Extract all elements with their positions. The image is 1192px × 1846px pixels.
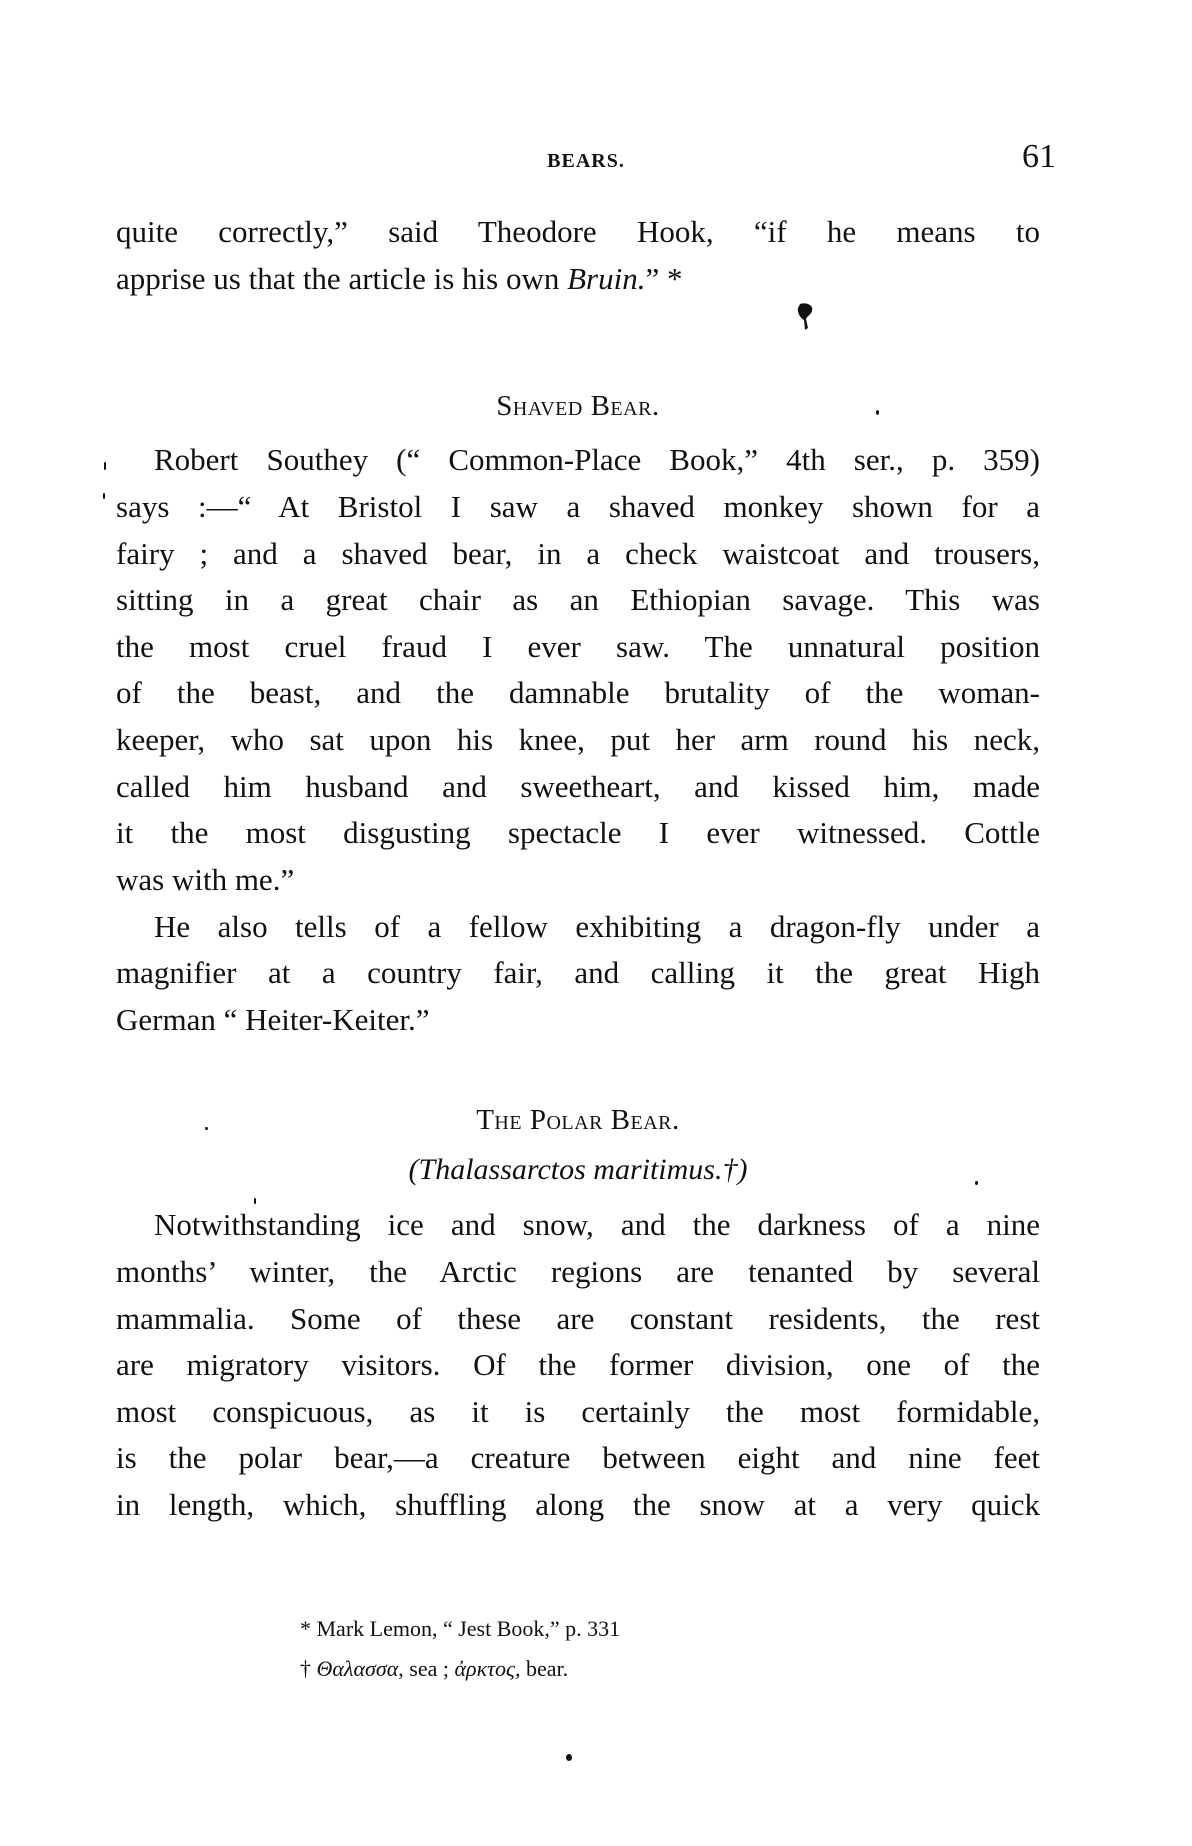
section-heading-polar-bear: The Polar Bear. — [476, 1104, 680, 1136]
italic-word: Bruin. — [567, 261, 646, 296]
body-line: is the polar bear,—a creature between eight and nine feet — [116, 1440, 1040, 1475]
body-line: Robert Southey (“ Common-Place Book,” 4th ser., p. 359) — [154, 442, 1040, 477]
footnote-text: , bear. — [514, 1656, 569, 1681]
ink-blot-mark — [796, 302, 816, 332]
speck-mark — [876, 410, 879, 415]
footnote-marker: † — [300, 1656, 311, 1681]
body-line: sitting in a great chair as an Ethiopian savage. This was — [116, 582, 1040, 617]
speck-mark — [975, 1181, 978, 1185]
footnote-text: Mark Lemon, “ Jest Book,” p. 331 — [311, 1616, 621, 1641]
body-line: quite correctly,” said Theodore Hook, “if he means to — [116, 214, 1040, 249]
body-line: He also tells of a fellow exhibiting a dragon-fly under a — [154, 909, 1040, 944]
page-number: 61 — [1022, 138, 1056, 175]
body-line: the most cruel fraud I ever saw. The unnatural position — [116, 629, 1040, 664]
body-line: most conspicuous, as it is certainly the most formidable, — [116, 1394, 1040, 1429]
body-line: keeper, who sat upon his knee, put her arm round his neck, — [116, 722, 1040, 757]
margin-mark — [103, 493, 105, 499]
body-line: it the most disgusting spectacle I ever witnessed. Cottle — [116, 815, 1040, 850]
body-line: fairy ; and a shaved bear, in a check waistcoat and trousers, — [116, 536, 1040, 571]
greek-word-bear: ἀρκτος — [454, 1656, 515, 1681]
footnote-1 — [300, 1614, 620, 1644]
body-line: magnifier at a country fair, and calling it the great High — [116, 955, 1040, 990]
running-title: BEARS. — [547, 150, 625, 172]
body-line: called him husband and sweetheart, and kissed him, made — [116, 769, 1040, 804]
body-line: says :—“ At Bristol I saw a shaved monkey shown for a — [116, 489, 1040, 524]
body-line: of the beast, and the damnable brutality of the woman- — [116, 675, 1040, 710]
body-line: was with me.” — [116, 862, 295, 897]
section-heading-shaved-bear: Shaved Bear. — [496, 390, 660, 422]
greek-word-sea: Θαλασσα — [311, 1656, 399, 1681]
footnote-2 — [300, 1654, 568, 1684]
running-head — [116, 138, 1056, 178]
speck-mark — [566, 1754, 572, 1761]
footnote-ref: ” * — [645, 261, 683, 296]
margin-mark — [104, 462, 106, 470]
body-line: German “ Heiter-Keiter.” — [116, 1002, 430, 1037]
body-line: in length, which, shuffling along the snow at a very quick — [116, 1487, 1040, 1522]
body-line: are migratory visitors. Of the former division, one of the — [116, 1347, 1040, 1382]
footnote-marker: * — [300, 1616, 311, 1641]
species-name: (Thalassarctos maritimus.†) — [408, 1153, 748, 1186]
body-line: mammalia. Some of these are constant residents, the rest — [116, 1301, 1040, 1336]
footnote-text: , sea ; — [398, 1656, 455, 1681]
body-line: Notwithstanding ice and snow, and the darkness of a nine — [154, 1207, 1040, 1242]
body-line: months’ winter, the Arctic regions are tenanted by several — [116, 1254, 1040, 1289]
body-line — [116, 259, 1040, 299]
body-line-text: apprise us that the article is his own — [116, 261, 568, 296]
speck-mark — [254, 1198, 256, 1204]
